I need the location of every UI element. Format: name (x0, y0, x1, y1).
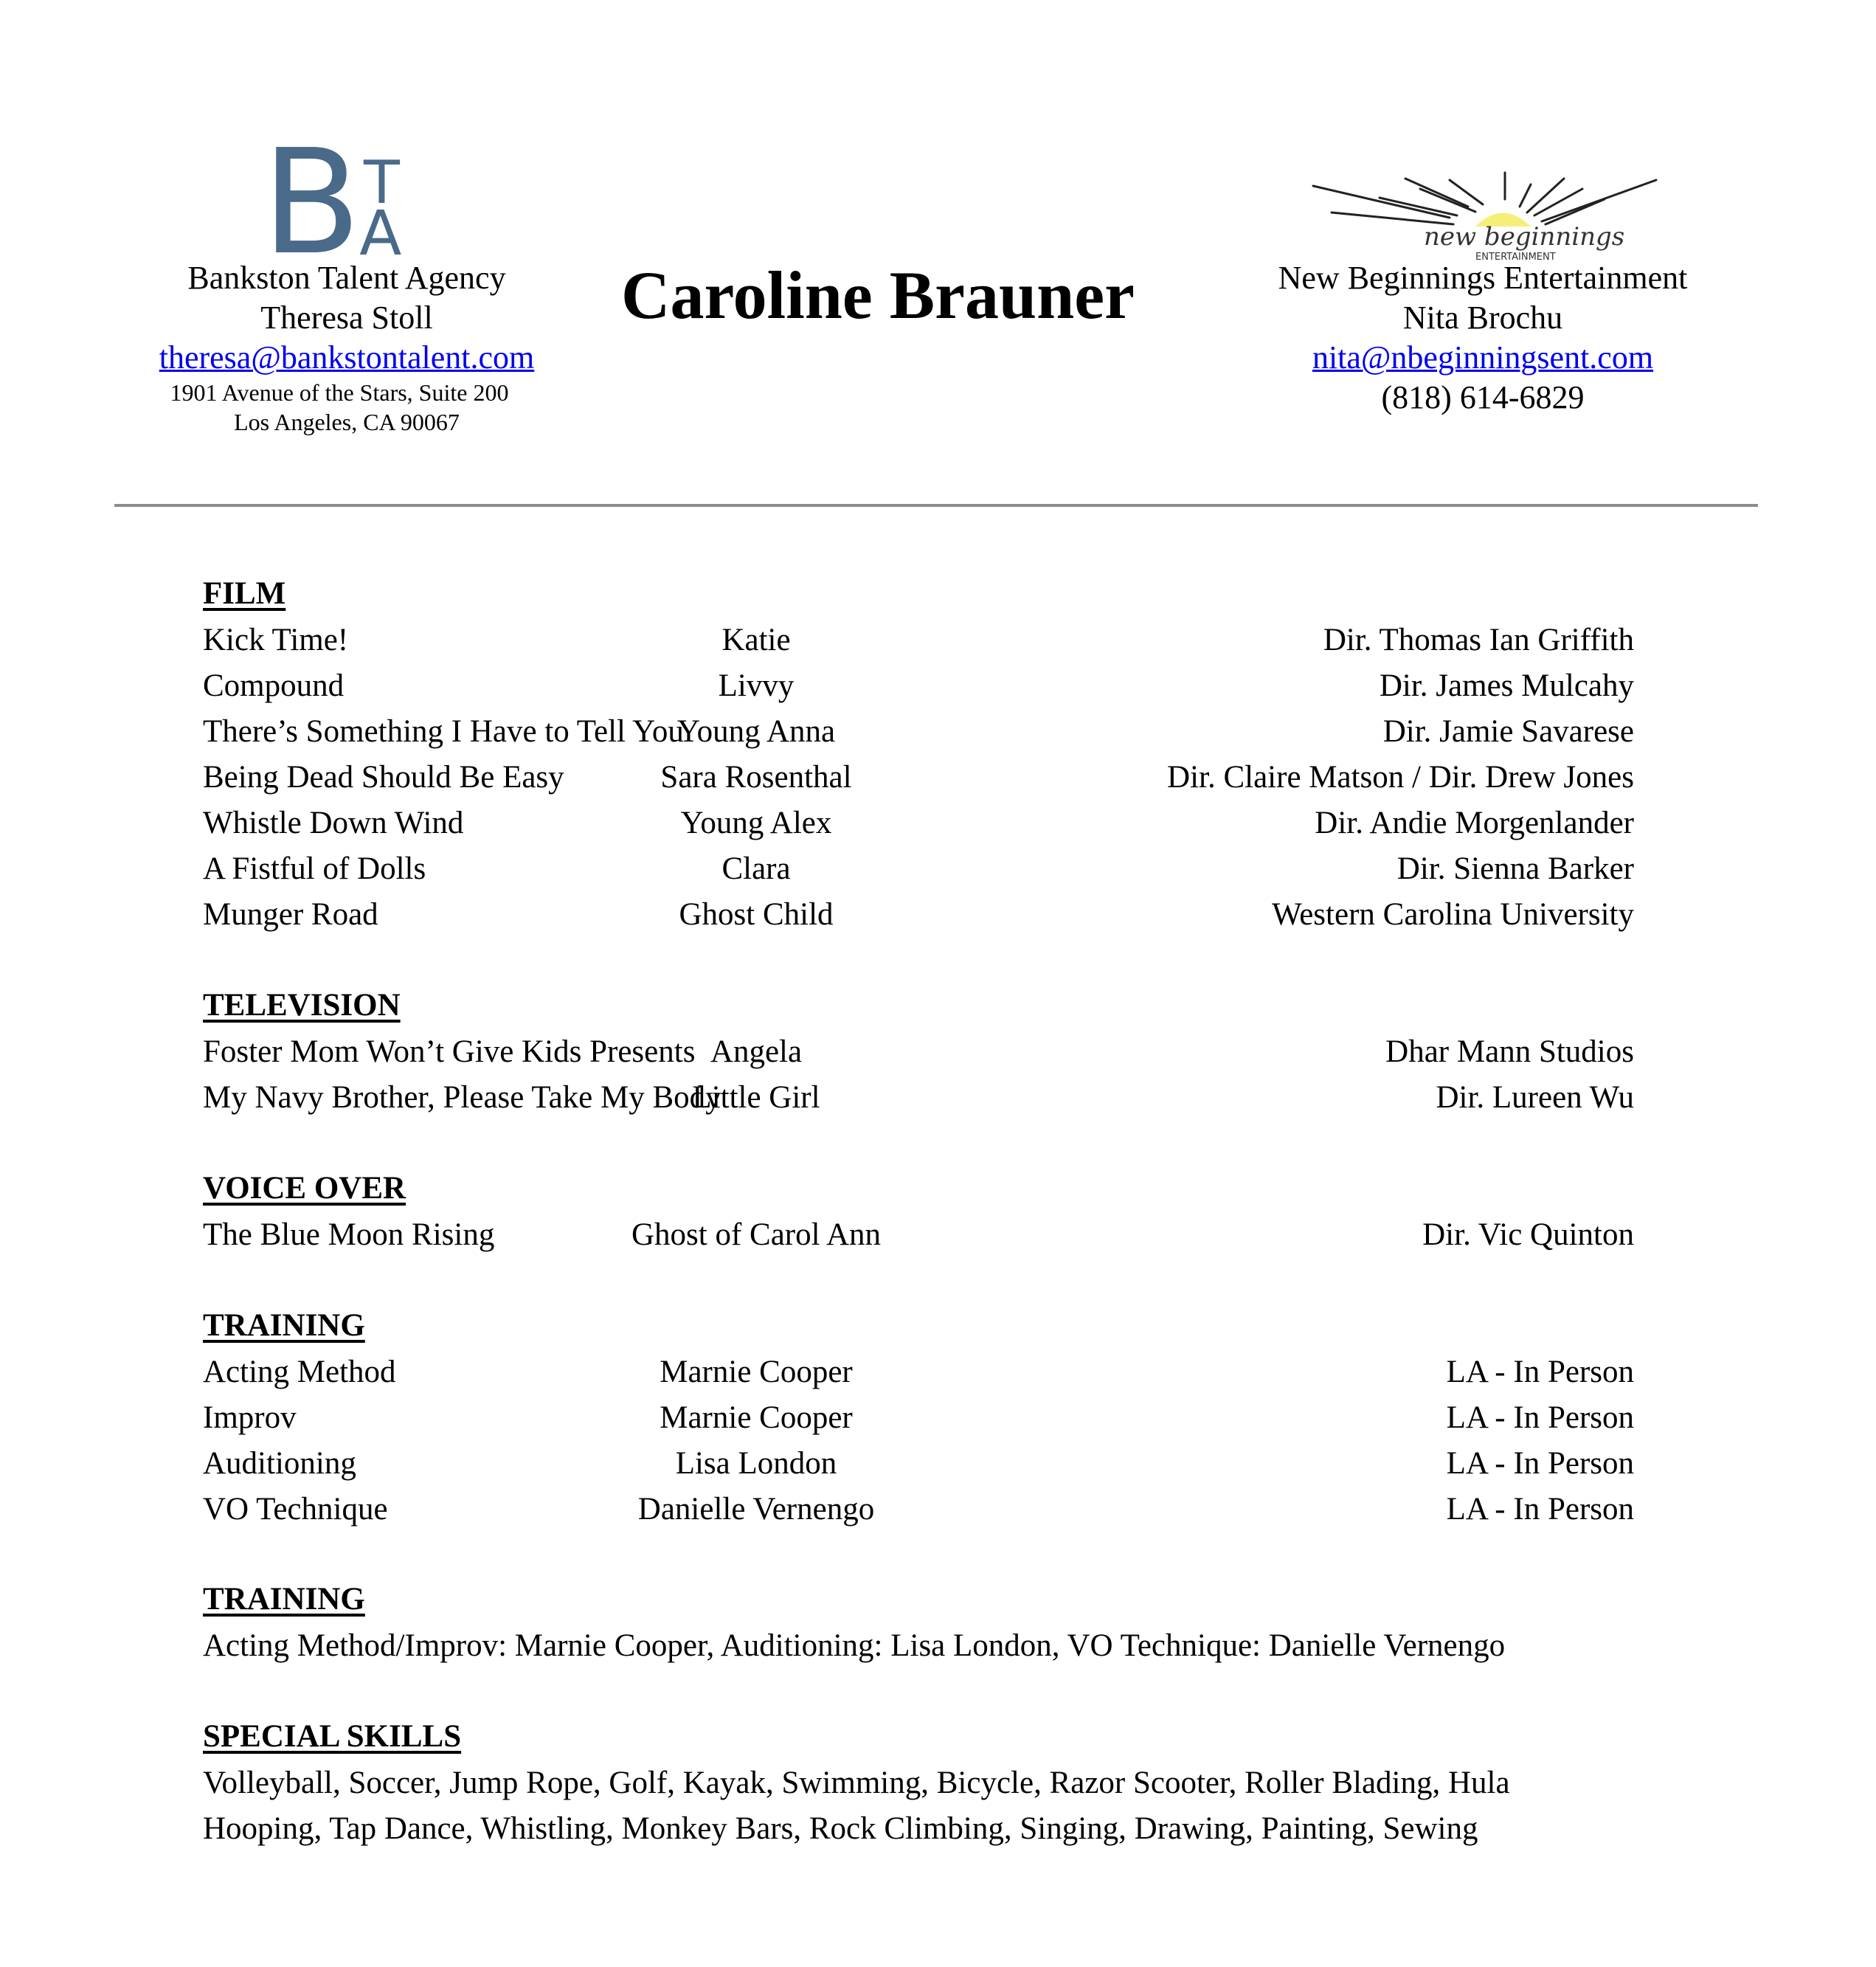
credit-role: Katie (721, 623, 791, 657)
training-row (203, 1487, 1634, 1532)
training-location: LA - In Person (1446, 1492, 1634, 1527)
section-title: TELEVISION (203, 988, 401, 1023)
credit-director: Dir. Lureen Wu (1436, 1080, 1634, 1115)
credit-row (203, 1029, 1634, 1075)
credit-director: Dir. Jamie Savarese (1382, 714, 1634, 749)
agency-address-line2: Los Angeles, CA 90067 (234, 409, 460, 435)
section-television (203, 984, 1634, 1121)
agent-email-link[interactable]: nita@nbeginningsent.com (1312, 339, 1654, 376)
credit-director: Western Carolina University (1272, 897, 1634, 932)
section-title: TRAINING (203, 1308, 365, 1343)
credit-title: A Fistful of Dolls (203, 851, 426, 886)
candidate-name: Caroline Brauner (621, 257, 1135, 333)
credit-director: Dir. Claire Matson / Dir. Drew Jones (1167, 760, 1634, 795)
section-title: SPECIAL SKILLS (203, 1719, 462, 1754)
credit-row (203, 892, 1634, 938)
training-subject: Auditioning (203, 1446, 356, 1481)
credit-row (203, 846, 1634, 892)
training-location: LA - In Person (1446, 1400, 1634, 1435)
skills-line-2: Hooping, Tap Dance, Whistling, Monkey Bars, Rock Climbing, Singing, Drawing, Painting, Sewing (203, 1811, 1478, 1846)
svg-text:B: B (262, 144, 361, 255)
credit-title: Kick Time! (203, 623, 349, 657)
svg-text:A: A (359, 197, 402, 255)
credit-director: Dir. Sienna Barker (1396, 851, 1634, 886)
agency-name: Bankston Talent Agency (187, 260, 506, 296)
agent-name: Nita Brochu (1402, 300, 1563, 336)
section-special-skills (203, 1715, 1634, 1852)
credit-role: Ghost Child (679, 897, 834, 932)
section-title: FILM (203, 576, 286, 611)
credit-director: Dhar Mann Studios (1385, 1034, 1634, 1069)
training-subject: VO Technique (203, 1492, 388, 1527)
credit-director: Dir. Thomas Ian Griffith (1323, 623, 1634, 657)
training-row (203, 1441, 1634, 1487)
credit-director: Dir. Andie Morgenlander (1315, 806, 1634, 840)
right-agency-block (1210, 162, 1756, 418)
svg-text:ENTERTAINMENT: ENTERTAINMENT (1475, 252, 1556, 263)
credit-role: Young Anna (676, 714, 836, 749)
credit-row (203, 801, 1634, 846)
training-summary-text: Acting Method/Improv: Marnie Cooper, Auditioning: Lisa London, VO Technique: Danielle Vernengo (203, 1628, 1506, 1663)
section-film (203, 572, 1634, 938)
credit-role: Livvy (718, 668, 795, 703)
credit-role: Young Alex (680, 806, 832, 840)
credit-role: Little Girl (692, 1080, 820, 1115)
training-teacher: Danielle Vernengo (637, 1492, 875, 1527)
credit-title: My Navy Brother, Please Take My Body (203, 1080, 721, 1115)
credit-role: Ghost of Carol Ann (631, 1217, 882, 1252)
credit-row (203, 663, 1634, 709)
credit-director: Dir. James Mulcahy (1379, 668, 1634, 703)
agent-email-link[interactable]: theresa@bankstontalent.com (159, 339, 535, 376)
agency-address-line1: 1901 Avenue of the Stars, Suite 200 (170, 379, 509, 406)
section-voice-over (203, 1166, 1634, 1258)
credit-role: Sara Rosenthal (660, 760, 852, 795)
credit-row (203, 618, 1634, 663)
training-location: LA - In Person (1446, 1355, 1634, 1389)
credit-row (203, 1212, 1634, 1258)
agent-name: Theresa Stoll (260, 300, 433, 336)
header-divider (114, 504, 1758, 507)
credit-role: Clara (721, 851, 791, 886)
credit-title: Foster Mom Won’t Give Kids Presents (203, 1034, 696, 1069)
training-teacher: Marnie Cooper (660, 1400, 853, 1435)
credit-title: Whistle Down Wind (203, 806, 464, 840)
svg-text:new beginnings: new beginnings (1424, 222, 1625, 252)
section-training-summary (203, 1577, 1634, 1669)
section-title: TRAINING (203, 1582, 365, 1617)
section-training (203, 1304, 1634, 1532)
credit-title: Being Dead Should Be Easy (203, 760, 564, 795)
training-teacher: Marnie Cooper (660, 1355, 853, 1389)
credit-row (203, 755, 1634, 801)
skills-line-1: Volleyball, Soccer, Jump Rope, Golf, Kayak, Swimming, Bicycle, Razor Scooter, Roller Blading, Hula (203, 1766, 1510, 1800)
credit-title: Compound (203, 668, 345, 703)
credit-title: There’s Something I Have to Tell You (203, 714, 684, 749)
training-row (203, 1349, 1634, 1395)
credit-director: Dir. Vic Quinton (1422, 1217, 1634, 1252)
training-row (203, 1395, 1634, 1441)
training-subject: Improv (203, 1400, 297, 1435)
credit-row (203, 709, 1634, 755)
credit-title: Munger Road (203, 897, 378, 932)
training-teacher: Lisa London (675, 1446, 837, 1481)
agency-name: New Beginnings Entertainment (1278, 260, 1688, 296)
training-location: LA - In Person (1446, 1446, 1634, 1481)
credit-role: Angela (710, 1034, 803, 1069)
section-title: VOICE OVER (203, 1171, 406, 1206)
svg-text:T: T (364, 148, 400, 217)
credit-row (203, 1075, 1634, 1121)
agent-phone: (818) 614-6829 (1381, 379, 1585, 415)
left-agency-block (111, 140, 583, 437)
training-subject: Acting Method (203, 1355, 396, 1389)
credit-title: The Blue Moon Rising (203, 1217, 495, 1252)
